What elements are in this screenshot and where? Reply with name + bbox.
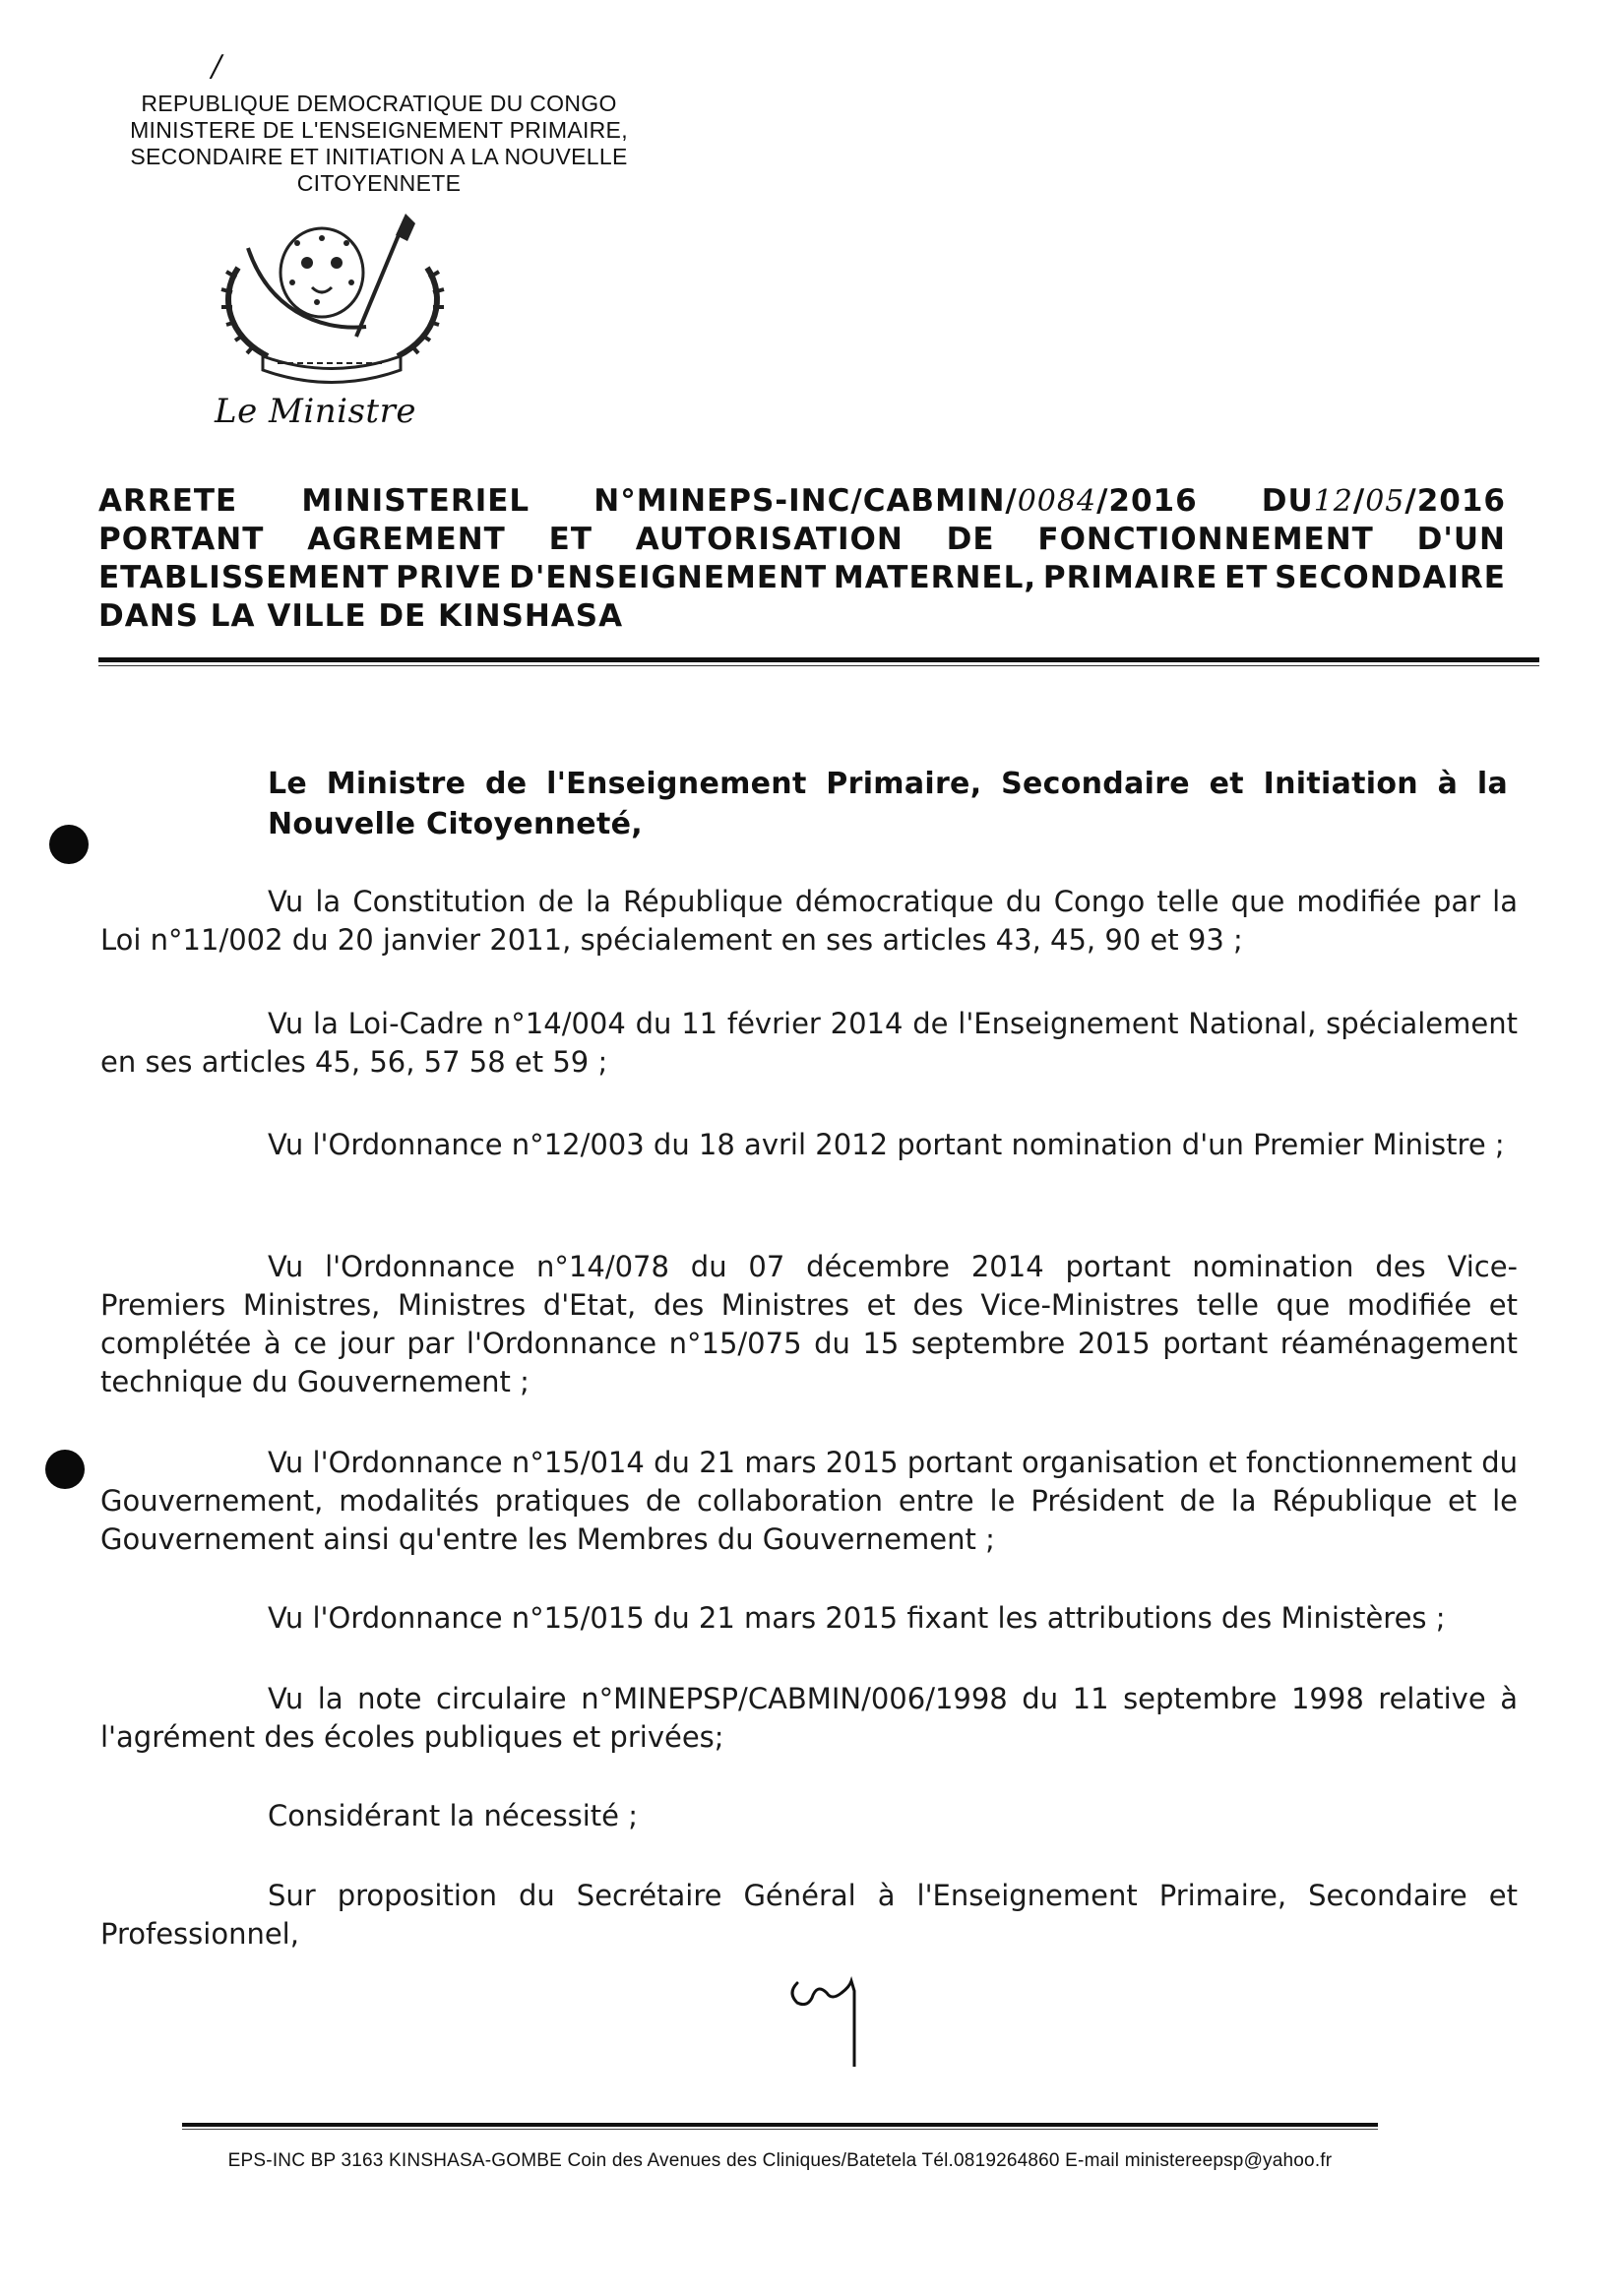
paragraph-text: Vu l'Ordonnance n°14/078 du 07 décembre 2014 portant nomination des Vice-Premiers Ministres, Ministres d'Etat, des Ministres et des Vice-Ministres telle que modifiée et complétée à ce jour par l'Ordonnance n°15/075 du 15 septembre 2015 portant réaménagement technique du Gouvernement ; xyxy=(100,1250,1518,1398)
handwritten-day: 12 xyxy=(1313,484,1353,519)
paragraph-text: Vu l'Ordonnance n°15/014 du 21 mars 2015 portant organisation et fonctionnement du Gouvernement, modalités pratiques de collaboration entre le Président de la République et le Gouvernement ainsi qu'entre les Membres du Gouvernement ; xyxy=(100,1446,1518,1556)
title-word: AUTORISATION xyxy=(635,522,904,557)
punch-hole-mark xyxy=(49,825,89,864)
handwritten-reference-number: 0084 xyxy=(1017,484,1097,519)
title-word: DE xyxy=(946,522,995,557)
title-divider-thin xyxy=(98,665,1539,666)
title-word: AGREMENT xyxy=(307,522,506,557)
paragraph-loi-cadre xyxy=(100,1005,1518,1082)
title-line-1 xyxy=(98,482,1506,521)
reference-prefix: N°MINEPS-INC/CABMIN/ xyxy=(593,483,1018,519)
paragraph-text: Vu l'Ordonnance n°15/015 du 21 mars 2015 fixant les attributions des Ministères ; xyxy=(268,1601,1446,1635)
date-year: /2016 xyxy=(1404,483,1506,519)
letterhead xyxy=(94,91,664,197)
paragraph-considerant xyxy=(100,1797,1518,1835)
paragraph-text: Considérant la nécessité ; xyxy=(268,1799,638,1832)
preamble: Le Ministre de l'Enseignement Primaire, Secondaire et Initiation à la Nouvelle Citoyenneté, xyxy=(268,767,1508,841)
date-prefix: DU xyxy=(1261,483,1314,519)
title-word: ETABLISSEMENT xyxy=(98,560,390,595)
footer-divider-thin xyxy=(182,2129,1378,2130)
paragraph-text: Vu la Loi-Cadre n°14/004 du 11 février 2014 de l'Enseignement National, spécialement en ses articles 45, 56, 57 58 et 59 ; xyxy=(100,1007,1518,1079)
title-reference xyxy=(593,482,1197,521)
title-line-4: DANS LA VILLE DE KINSHASA xyxy=(98,598,624,634)
paragraph-ordonnance-gouvernement xyxy=(100,1248,1518,1401)
paragraph-text: Vu l'Ordonnance n°12/003 du 18 avril 2012 portant nomination d'un Premier Ministre ; xyxy=(268,1128,1505,1161)
letterhead-country: REPUBLIQUE DEMOCRATIQUE DU CONGO xyxy=(141,91,617,116)
signatory-label: Le Ministre xyxy=(215,392,416,431)
document-title xyxy=(98,482,1506,636)
title-line-3 xyxy=(98,559,1506,597)
title-word: FONCTIONNEMENT xyxy=(1037,522,1374,557)
title-line-2 xyxy=(98,521,1506,559)
paragraph-proposition xyxy=(100,1877,1518,1954)
title-date xyxy=(1262,482,1506,521)
title-word: MINISTERIEL xyxy=(301,483,530,519)
punch-hole-mark xyxy=(45,1450,85,1489)
footer-contact: EPS-INC BP 3163 KINSHASA-GOMBE Coin des Avenues des Cliniques/Batetela Tél.0819264860 E-mail ministereepsp@yahoo.fr xyxy=(227,2150,1333,2171)
paragraph-constitution xyxy=(100,883,1518,960)
letterhead-ministry-line3: CITOYENNETE xyxy=(296,170,462,196)
title-word: PORTANT xyxy=(98,522,265,557)
paragraph-ordonnance-premier-ministre xyxy=(100,1126,1518,1164)
handwritten-month: 05 xyxy=(1365,484,1405,519)
footer-divider xyxy=(182,2123,1378,2127)
title-word: PRIVE xyxy=(396,560,503,595)
title-divider xyxy=(98,657,1539,662)
date-separator: / xyxy=(1352,483,1366,519)
coat-of-arms-emblem xyxy=(209,209,455,396)
handwritten-initials xyxy=(778,1958,886,2067)
handwritten-mark: / xyxy=(212,49,222,84)
paragraph-text: Sur proposition du Secrétaire Général à l'Enseignement Primaire, Secondaire et Professionnel, xyxy=(100,1879,1518,1951)
title-word: MATERNEL, xyxy=(833,560,1037,595)
title-word: ARRETE xyxy=(98,483,238,519)
reference-year: /2016 xyxy=(1096,483,1198,519)
paragraph-text: Vu la note circulaire n°MINEPSP/CABMIN/006/1998 du 11 septembre 1998 relative à l'agrément des écoles publiques et privées; xyxy=(100,1682,1518,1754)
title-word: SECONDAIRE xyxy=(1275,560,1506,595)
letterhead-ministry-line1: MINISTERE DE L'ENSEIGNEMENT PRIMAIRE, xyxy=(130,117,628,143)
paragraph-text: Vu la Constitution de la République démocratique du Congo telle que modifiée par la Loi n°11/002 du 20 janvier 2011, spécialement en ses articles 43, 45, 90 et 93 ; xyxy=(100,885,1518,957)
title-word: ET xyxy=(1224,560,1269,595)
title-word: PRIMAIRE xyxy=(1042,560,1218,595)
title-word: D'ENSEIGNEMENT xyxy=(509,560,828,595)
paragraph-ordonnance-organisation xyxy=(100,1444,1518,1559)
title-word: D'UN xyxy=(1416,522,1506,557)
title-word: ET xyxy=(548,522,593,557)
paragraph-note-circulaire xyxy=(100,1680,1518,1757)
paragraph-ordonnance-attributions xyxy=(100,1599,1518,1638)
letterhead-ministry-line2: SECONDAIRE ET INITIATION A LA NOUVELLE xyxy=(130,144,628,169)
